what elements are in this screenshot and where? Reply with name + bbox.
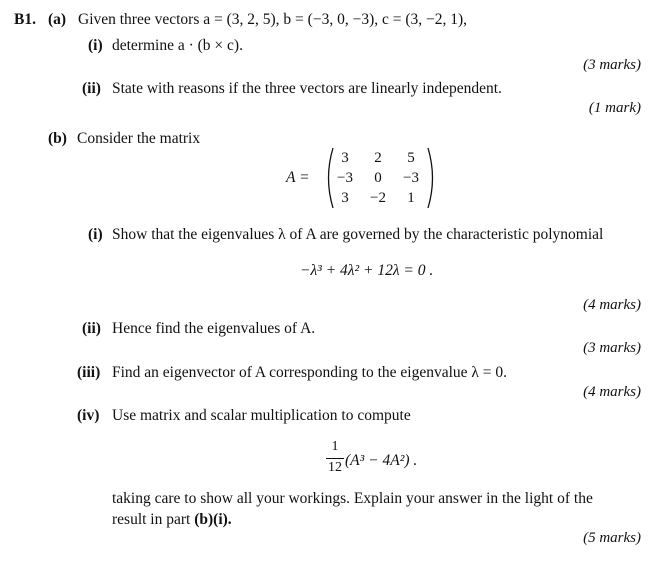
part-b-ii-text: Hence find the eigenvalues of A. bbox=[112, 320, 316, 337]
question-number: B1. bbox=[14, 11, 36, 28]
part-a-label: (a) bbox=[48, 11, 67, 28]
part-b-iv-marks: (5 marks) bbox=[583, 530, 641, 546]
part-b-iii-label: (iii) bbox=[77, 364, 101, 381]
matrix-display bbox=[286, 146, 446, 210]
matrix-cell: −2 bbox=[370, 190, 386, 206]
fraction-numerator: 1 bbox=[331, 439, 339, 454]
part-b-label: (b) bbox=[48, 130, 67, 147]
part-b-iv-label: (iv) bbox=[77, 407, 100, 424]
matrix-cell: 3 bbox=[341, 190, 349, 206]
part-a-i-marks: (3 marks) bbox=[583, 57, 641, 73]
matrix-cell: −3 bbox=[403, 170, 419, 186]
part-b-i-marks: (4 marks) bbox=[583, 297, 641, 313]
matrix-cell: −3 bbox=[337, 170, 353, 186]
matrix-expression: (A³ − 4A²) . bbox=[345, 452, 418, 469]
part-b-i-text: Show that the eigenvalues λ of A are governed by the characteristic polynomial bbox=[112, 226, 604, 243]
matrix-cell: 0 bbox=[374, 170, 382, 186]
part-b-iv-tail-line1: taking care to show all your workings. Explain your answer in the light of the bbox=[112, 490, 593, 507]
characteristic-polynomial: −λ³ + 4λ² + 12λ = 0 . bbox=[300, 262, 434, 279]
part-b-iv-tail-line2 bbox=[112, 512, 232, 528]
part-b-iv-text: Use matrix and scalar multiplication to compute bbox=[112, 407, 411, 424]
part-b-ii-label: (ii) bbox=[82, 320, 101, 337]
part-a-ii-marks: (1 mark) bbox=[588, 100, 641, 116]
part-a-i-label: (i) bbox=[88, 37, 103, 54]
part-a-ii-label: (ii) bbox=[82, 80, 101, 97]
matrix-cell: 3 bbox=[341, 150, 349, 166]
matrix-cell: 5 bbox=[407, 150, 415, 166]
part-reference: (b)(i). bbox=[194, 511, 232, 528]
matrix-cell: 1 bbox=[407, 190, 415, 206]
part-b-iii-text: Find an eigenvector of A corresponding to the eigenvalue λ = 0. bbox=[112, 364, 508, 381]
fraction-bar bbox=[326, 458, 344, 459]
part-a-intro: Given three vectors a = (3, 2, 5), b = (−3, 0, −3), c = (3, −2, 1), bbox=[78, 11, 468, 28]
matrix-cell: 2 bbox=[374, 150, 382, 166]
right-paren-icon bbox=[426, 146, 438, 210]
fraction-expression bbox=[325, 440, 445, 480]
matrix-lhs: A = bbox=[286, 169, 310, 186]
part-b-i-label: (i) bbox=[88, 226, 103, 243]
fraction-denominator: 12 bbox=[328, 460, 342, 475]
part-b-iii-marks: (4 marks) bbox=[583, 384, 641, 400]
part-a-i-text: determine a · (b × c). bbox=[112, 37, 243, 54]
tail-text: result in part bbox=[112, 511, 195, 528]
part-a-ii-text: State with reasons if the three vectors are linearly independent. bbox=[112, 80, 502, 97]
part-b-ii-marks: (3 marks) bbox=[583, 340, 641, 356]
part-b-intro: Consider the matrix bbox=[77, 130, 201, 147]
